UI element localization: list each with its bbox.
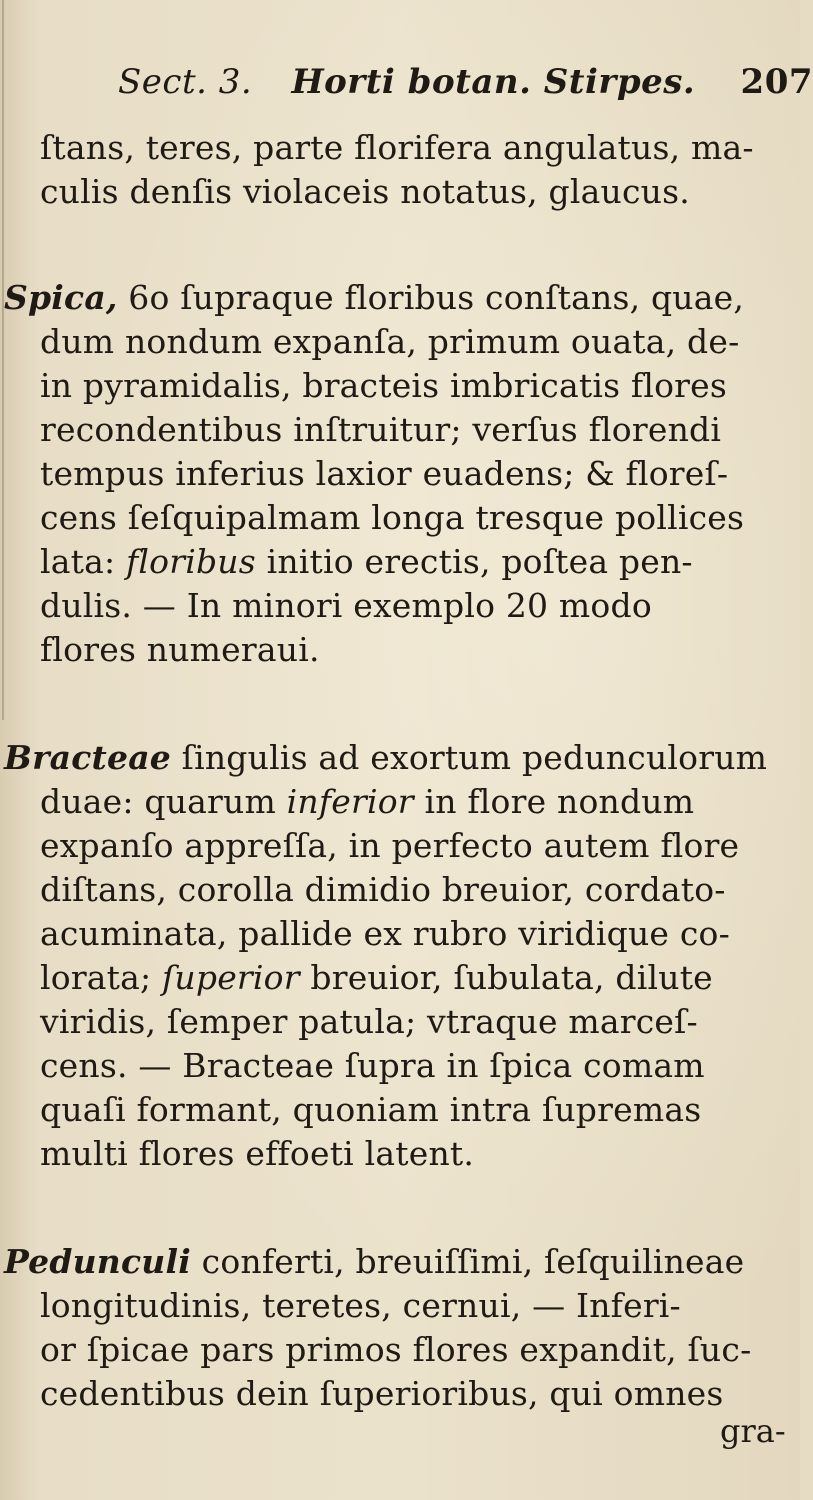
text-line: viridis, ſemper patula; vtraque marceſ- [40,1002,698,1041]
text-line: or ſpicae pars primos flores expandit, ſuc- [40,1330,752,1369]
italic-term: ſuperior [162,958,300,997]
italic-term: inferior [286,782,414,821]
text-line: duae: quarum inferior in flore nondum [40,782,695,821]
text-line: Spica, 6o ſupraque floribus conſtans, quae, [4,278,745,317]
text-line: quaſi formant, quoniam intra ſupremas [40,1090,702,1129]
text-line: in pyramidalis, bracteis imbricatis flores [40,366,727,405]
running-title: Horti botan. Stirpes. [291,62,696,102]
lemma-pedunculi: Pedunculi [4,1242,191,1281]
text-line: acuminata, pallide ex rubro viridique co- [40,914,730,953]
text-line: tempus inferius laxior euadens; & floreſ- [40,454,729,493]
section-label: Sect. 3. [118,62,253,102]
page-number: 207 [740,62,813,102]
text-line: longitudinis, teretes, cernui, — Inferi- [40,1286,681,1325]
lemma-bracteae: Bracteae [4,738,171,777]
page-gutter-edge [2,0,4,720]
italic-term: floribus [125,542,256,581]
text-line: Bracteae ſingulis ad exortum pedunculorum [4,738,768,777]
text-line: lata: floribus initio erectis, poſtea pen- [40,542,693,581]
running-head [118,62,813,102]
text-line: recondentibus inſtruitur; verſus florendi [40,410,722,449]
text-line: diſtans, corolla dimidio breuior, cordato- [40,870,726,909]
text-line: ſtans, teres, parte florifera angulatus, ma- [40,128,754,167]
catchword: gra- [720,1412,786,1450]
text-line: cedentibus dein ſuperioribus, qui omnes [40,1374,724,1413]
text-line: cens. — Bracteae ſupra in ſpica comam [40,1046,705,1085]
text-line: expanſo appreſſa, in perfecto autem flore [40,826,740,865]
text-line: dulis. — In minori exemplo 20 modo [40,586,652,625]
text-line: Pedunculi conferti, breuiſſimi, ſeſquilineae [4,1242,745,1281]
text-line: dum nondum expanſa, primum ouata, de- [40,322,740,361]
text-line: flores numeraui. [40,630,320,669]
text-line: lorata; ſuperior breuior, ſubulata, dilute [40,958,713,997]
text-line: multi flores effoeti latent. [40,1134,475,1173]
text-line: culis denſis violaceis notatus, glaucus. [40,172,690,211]
lemma-spica: Spica, [4,278,118,317]
text-line: cens ſeſquipalmam longa tresque pollices [40,498,745,537]
